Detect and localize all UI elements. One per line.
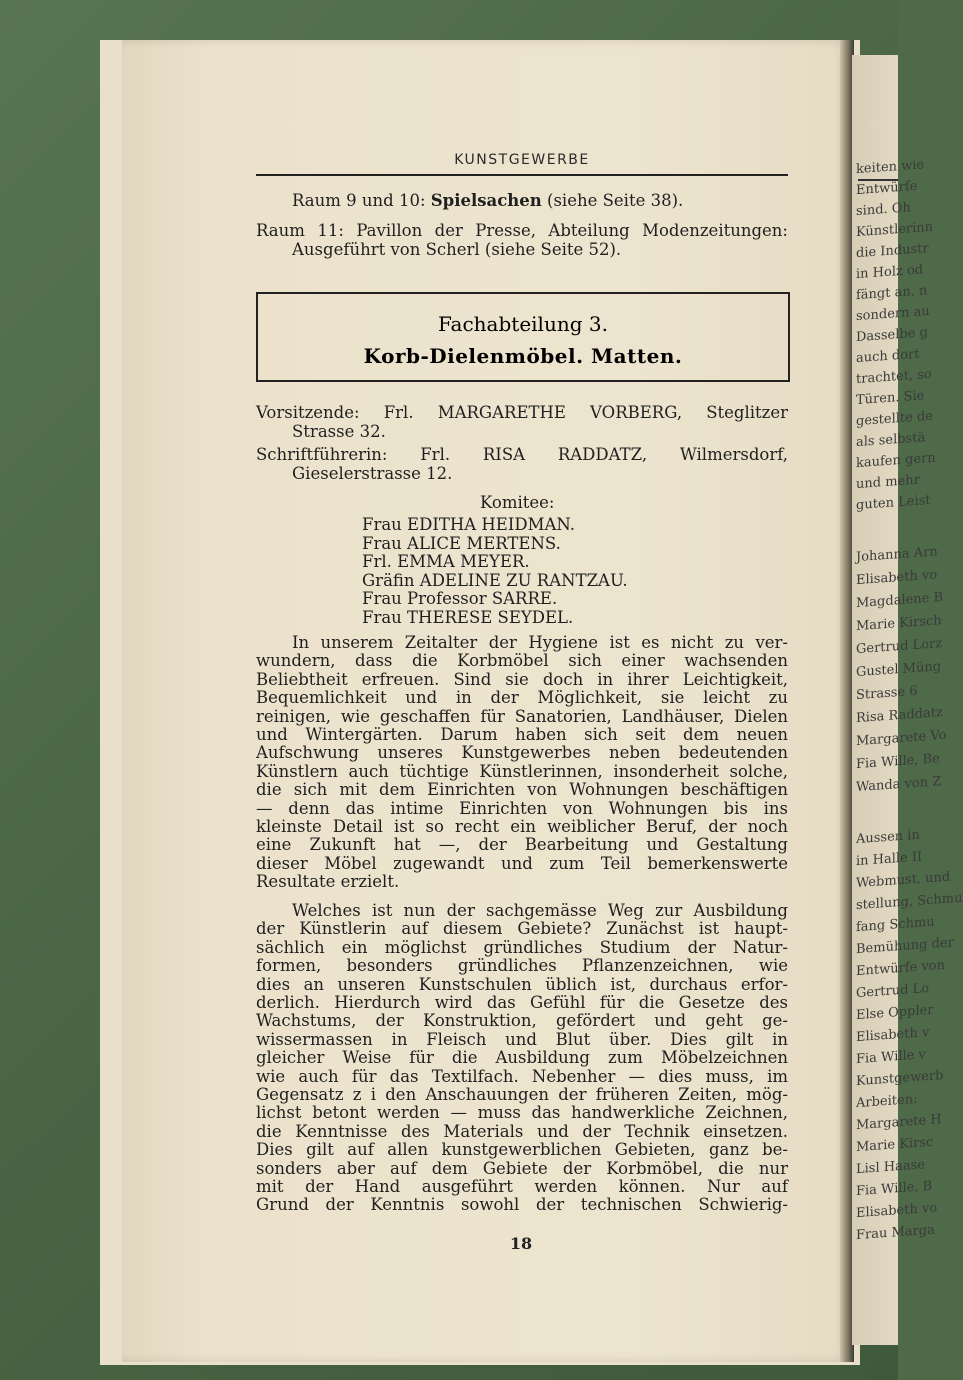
committee-member: Frau Professor SARRE. xyxy=(362,589,558,608)
facing-page-text-fragment: Else Oppler xyxy=(856,1002,934,1024)
facing-page-text-fragment: Bemühung der xyxy=(856,935,954,958)
facing-page-text-fragment: fang Schmu xyxy=(856,914,935,936)
facing-page-text-fragment: keiten wie xyxy=(856,157,925,178)
body-text-line: dies an unseren Kunstschulen üblich ist, durchaus erfor- xyxy=(256,974,788,994)
facing-page-text-fragment: Gustel Müng xyxy=(856,659,942,681)
facing-page-text-fragment: sind. Oh xyxy=(856,200,911,220)
committee-member: Frau ALICE MERTENS. xyxy=(362,533,561,553)
facing-page-text-fragment: Entwürfe xyxy=(856,178,918,199)
body-text-line: mit der Hand ausgeführt werden können. Nur auf xyxy=(256,1177,788,1196)
body-text-line: reinigen, wie geschaffen für Sanatorien, Landhäuser, Dielen xyxy=(256,706,788,726)
facing-page-text-fragment: und mehr xyxy=(856,472,920,493)
facing-page-text-fragment: Lisl Haase xyxy=(856,1157,925,1178)
facing-page-text-fragment: Marie Kirsc xyxy=(856,1134,934,1156)
section-box xyxy=(256,292,790,382)
facing-page-text-fragment: Risa Raddatz xyxy=(856,705,943,727)
room-entry-1 xyxy=(292,192,683,210)
body-text-line: sächlich ein möglichst gründliches Studium der Natur- xyxy=(256,937,788,957)
body-text-line: Beliebtheit erfreuen. Sind sie doch in ihrer Leichtigkeit, xyxy=(256,669,788,689)
body-text-line: derlich. Hierdurch wird das Gefühl für die Gesetze des xyxy=(256,993,788,1012)
body-text-line: — denn das intime Einrichten von Wohnungen bis ins xyxy=(256,798,788,818)
room-entry-1-suffix: (siehe Seite 38). xyxy=(541,191,684,210)
room-entry-2-line-2: Ausgeführt von Scherl (siehe Seite 52). xyxy=(292,240,622,259)
facing-page-text-fragment: Aussen in xyxy=(856,827,920,848)
facing-page-text-fragment: Elisabeth vo xyxy=(856,1200,938,1222)
body-text-line: wie auch für das Textilfach. Nebenher — dies muss, im xyxy=(256,1066,788,1086)
header-rule xyxy=(256,174,788,176)
facing-page-text-fragment: Frau Marga xyxy=(856,1222,935,1244)
facing-page-text-fragment: Fia Wille, Be xyxy=(856,751,940,773)
body-text-line: Dies gilt auf allen kunstgewerblichen Gebieten, ganz be- xyxy=(256,1140,788,1160)
body-text-line: gleicher Weise für die Ausbildung zum Möbelzeichnen xyxy=(256,1048,788,1068)
committee-member: Gräfin ADELINE ZU RANTZAU. xyxy=(362,570,628,590)
room-entry-1-bold: Spielsachen xyxy=(430,191,542,210)
facing-page-edge xyxy=(852,55,963,1345)
secretary-line-2: Gieselerstrasse 12. xyxy=(292,464,453,483)
facing-page-text-fragment: Künstlerinn xyxy=(856,219,934,241)
secretary-line-1: Schriftführerin: Frl. RISA RADDATZ, Wilmersdorf, xyxy=(256,445,788,464)
body-text-line: Welches ist nun der sachgemässe Weg zur Ausbildung xyxy=(292,901,788,920)
body-text-line: die sich mit dem Einrichten von Wohnungen beschäftigen xyxy=(256,780,788,800)
body-text-line: lichst betont werden — muss das handwerkliche Zeichnen, xyxy=(256,1103,788,1123)
facing-page-text-fragment: Strasse 6 xyxy=(856,683,918,704)
body-text-line: wissermassen in Fleisch und Blut über. Dies gilt in xyxy=(256,1029,788,1049)
facing-page-text-fragment: Elisabeth vo xyxy=(856,567,938,589)
body-text-line: Wachstums, der Konstruktion, gefördert und geht ge- xyxy=(256,1011,788,1031)
facing-page-text-fragment: Gertrud Lorz xyxy=(856,636,943,658)
running-header: KUNSTGEWERBE xyxy=(454,152,590,168)
facing-page-text-fragment: Webmust, und xyxy=(856,869,951,892)
facing-page-text-fragment: stellung, Schmu xyxy=(856,890,963,914)
facing-page-text-fragment: guten Leist xyxy=(856,492,931,514)
body-text-line: sonders aber auf dem Gebiete der Korbmöbel, die nur xyxy=(256,1158,788,1178)
facing-page-text-fragment: Gertrud Lo xyxy=(856,980,930,1002)
body-text-line: dieser Möbel zugewandt und zum Teil bemerkenswerte xyxy=(256,853,788,873)
body-text-line: der Künstlerin auf diesem Gebiete? Zunächst ist haupt- xyxy=(256,919,788,939)
committee-member: Frau THERESE SEYDEL. xyxy=(362,607,574,627)
facing-page-text-fragment: Elisabeth v xyxy=(856,1024,930,1046)
facing-page-text-fragment: Marie Kirsch xyxy=(856,613,942,635)
facing-page-text-fragment: auch dort xyxy=(856,346,920,367)
facing-page-text-fragment: Wanda von Z xyxy=(856,774,942,796)
body-text-line: Resultate erzielt. xyxy=(256,872,400,892)
facing-page-text-fragment: Johanna Arn xyxy=(856,544,938,566)
committee-heading: Komitee: xyxy=(480,493,555,512)
body-text-line: und Wintergärten. Darum haben sich seit dem neuen xyxy=(256,725,788,744)
body-text-line: Bequemlichkeit und in der Möglichkeit, sie leicht zu xyxy=(256,688,788,708)
section-title: Fachabteilung 3. xyxy=(438,312,608,336)
facing-page-text-fragment: Margarete H xyxy=(856,1112,942,1134)
room-entry-1-prefix: Raum 9 und 10: xyxy=(292,191,431,210)
facing-page-text-fragment: Entwürfe von xyxy=(856,957,945,980)
body-text-line: wundern, dass die Korbmöbel sich einer wachsenden xyxy=(256,651,788,671)
chairwoman-line-2: Strasse 32. xyxy=(292,422,386,441)
body-text-line: formen, besonders gründliches Pflanzenzeichnen, wie xyxy=(256,956,788,976)
committee-member: Frl. EMMA MEYER. xyxy=(362,552,530,571)
body-text-line: Gegensatz z i den Anschauungen der früheren Zeiten, mög- xyxy=(256,1085,788,1104)
facing-page-text-fragment: trachtet, so xyxy=(856,366,932,388)
body-text-line: Künstlern auch tüchtige Künstlerinnen, insonderheit solche, xyxy=(256,761,788,781)
facing-page-text-fragment: in Halle II xyxy=(856,849,923,870)
body-text-line: Aufschwung unseres Kunstgewerbes neben bedeutenden xyxy=(256,743,788,763)
facing-page-text-fragment: Fia Wille, B xyxy=(856,1178,933,1200)
facing-page-text-fragment: Magdalene B xyxy=(856,590,944,612)
facing-page-text-fragment: fängt an, n xyxy=(856,283,928,304)
body-text-line: die Kenntnisse des Materials und der Technik einsetzen. xyxy=(256,1121,788,1141)
facing-page-text-fragment: sondern au xyxy=(856,303,930,325)
facing-page-text-fragment: Dasselbe g xyxy=(856,325,928,346)
body-text-line: kleinste Detail ist so recht ein weiblicher Beruf, der noch xyxy=(256,817,788,836)
facing-page-text-fragment: Arbeiten: xyxy=(856,1091,918,1112)
facing-page-text-fragment: Margarete Vo xyxy=(856,727,947,750)
chairwoman-line-1: Vorsitzende: Frl. MARGARETHE VORBERG, Steglitzer xyxy=(256,403,788,422)
room-entry-2-line-1: Raum 11: Pavillon der Presse, Abteilung Modenzeitungen: xyxy=(256,221,788,240)
committee-member: Frau EDITHA HEIDMAN. xyxy=(362,515,576,534)
facing-page-text-fragment: gestellte de xyxy=(856,408,933,430)
section-subtitle: Korb-Dielenmöbel. Matten. xyxy=(363,344,683,368)
body-text-line: In unserem Zeitalter der Hygiene ist es nicht zu ver- xyxy=(292,633,788,652)
facing-page-text-fragment: Türen. Sie xyxy=(856,388,925,409)
facing-page-text-fragment: Kunstgewerb xyxy=(856,1067,944,1090)
facing-page-text-fragment: als selbstä xyxy=(856,430,926,451)
facing-page-text-fragment: in Holz od xyxy=(856,262,924,283)
page-number: 18 xyxy=(509,1234,533,1253)
facing-page-text-fragment: Fia Wille v xyxy=(856,1047,926,1068)
body-text-line: eine Zukunft hat —, der Bearbeitung und Gestaltung xyxy=(256,835,788,855)
facing-page-text-fragment: kaufen gern xyxy=(856,450,936,472)
body-text-line: Grund der Kenntnis sowohl der technischen Schwierig- xyxy=(256,1195,788,1215)
facing-page-text-fragment: die Industr xyxy=(856,241,929,262)
